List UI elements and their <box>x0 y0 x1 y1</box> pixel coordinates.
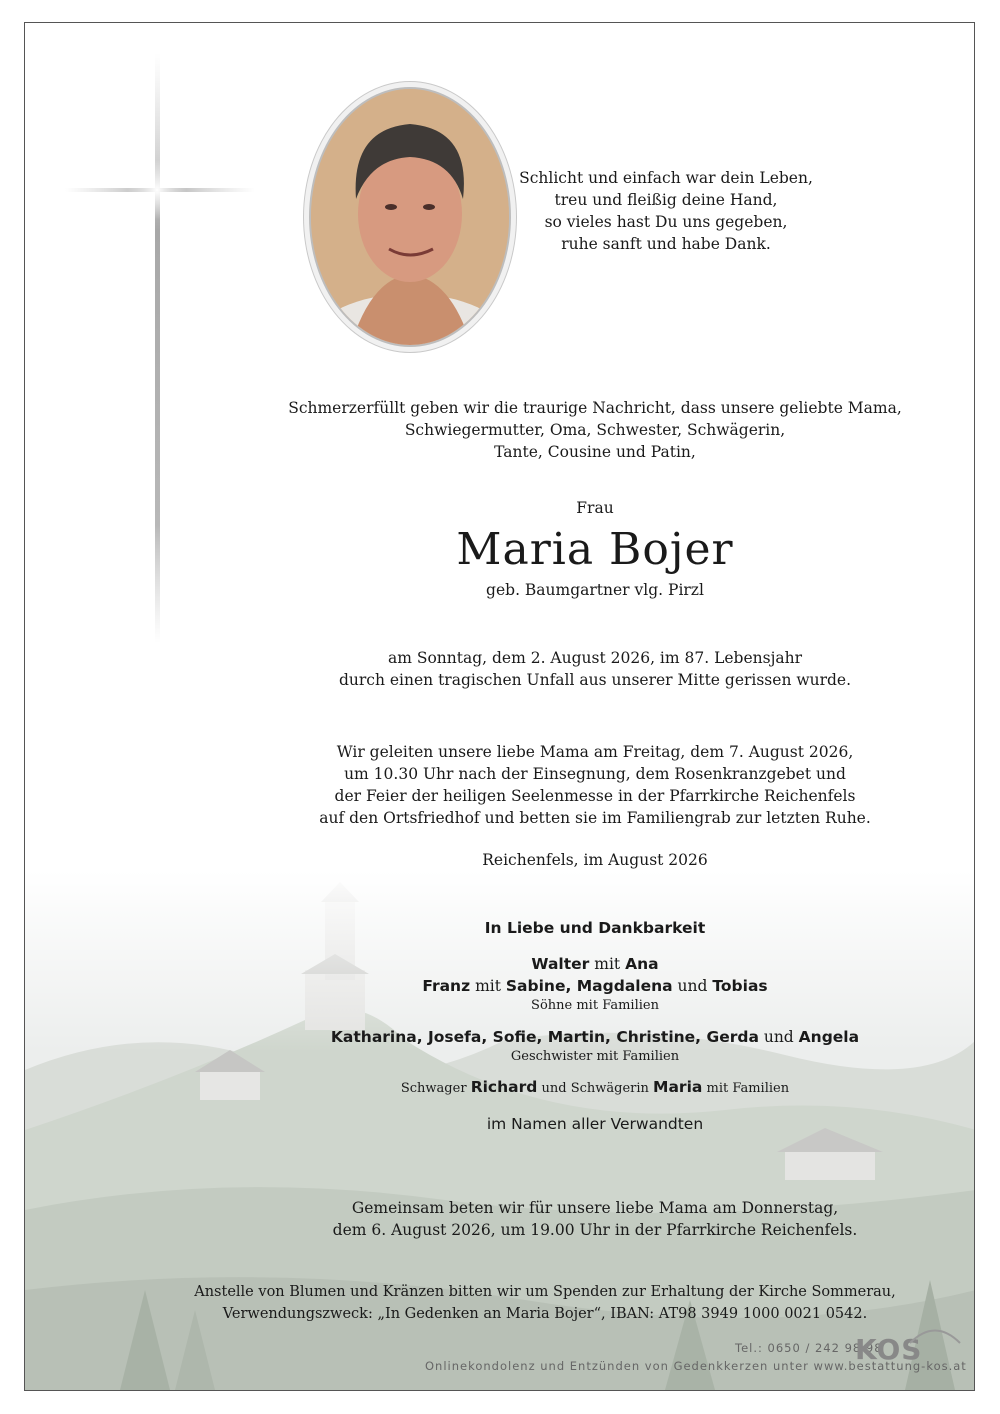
family-name-last: Tobias <box>712 977 768 995</box>
footer-phone: Tel.: 0650 / 242 98 98 <box>735 1341 883 1355</box>
funeral-line: auf den Ortsfriedhof und betten sie im Familiengrab zur letzten Ruhe. <box>319 809 871 827</box>
connector: und <box>763 1028 794 1046</box>
prayer-line: Gemeinsam beten wir für unsere liebe Mama am Donnerstag, <box>351 1199 839 1217</box>
funeral-line: der Feier der heiligen Seelenmesse in der Pfarrkirche Reichenfels <box>334 787 856 805</box>
connector: mit <box>475 977 501 995</box>
siblings-caption: Geschwister mit Familien <box>510 1049 680 1064</box>
poem-line: Schlicht und einfach war dein Leben, <box>519 169 813 187</box>
inlaw-name: Richard <box>470 1078 538 1096</box>
inlaw-suffix: mit Familien <box>706 1081 790 1096</box>
funeral-line: um 10.30 Uhr nach der Einsegnung, dem Rosenkranzgebet und <box>344 765 846 783</box>
sibling-names: Katharina, Josefa, Sofie, Martin, Christine, Gerda <box>330 1028 759 1046</box>
closing-line: im Namen aller Verwandten <box>486 1115 704 1133</box>
kos-logo-text: KOS <box>855 1333 923 1366</box>
prayer-notice <box>225 1197 965 1241</box>
inlaw-title: Schwager <box>400 1081 467 1096</box>
poem-line: so vieles hast Du uns gegeben, <box>544 213 788 231</box>
sibling-last: Angela <box>798 1028 860 1046</box>
connector: mit <box>594 955 621 973</box>
announcement-line: Schwiegermutter, Oma, Schwester, Schwägerin, <box>404 421 786 439</box>
siblings-line <box>225 1026 965 1048</box>
death-line: am Sonntag, dem 2. August 2026, im 87. Lebensjahr <box>387 649 803 667</box>
poem-line: treu und fleißig deine Hand, <box>554 191 778 209</box>
mourners-heading: In Liebe und Dankbarkeit <box>484 919 706 937</box>
announcement <box>225 397 965 463</box>
sons-line-2 <box>225 975 965 997</box>
mourners <box>225 917 965 1135</box>
funeral-notice <box>225 741 965 829</box>
inlaws-line <box>225 1079 965 1097</box>
death-line: durch einen tragischen Unfall aus unserer Mitte gerissen wurde. <box>338 671 852 689</box>
poem <box>506 167 826 255</box>
partner-name: Ana <box>625 955 659 973</box>
funeral-line: Wir geleiten unsere liebe Mama am Freitag, dem 7. August 2026, <box>336 743 854 761</box>
deceased-name: Maria Bojer <box>456 524 734 575</box>
sons-line-1 <box>225 953 965 975</box>
obituary-card <box>24 22 975 1391</box>
death-notice <box>225 647 965 691</box>
connector: und <box>677 977 708 995</box>
family-names: Sabine, Magdalena <box>505 977 673 995</box>
donation-line: Verwendungszweck: „In Gedenken an Maria Bojer“, IBAN: AT98 3949 1000 0021 0542. <box>222 1306 868 1322</box>
inlaw-name: Maria <box>653 1078 703 1096</box>
footer-online: Onlinekondolenz und Entzünden von Gedenkkerzen unter www.bestattung-kos.at <box>425 1359 967 1373</box>
kos-logo-swoosh-icon <box>905 1323 965 1363</box>
salutation: Frau <box>576 499 614 517</box>
son-name: Franz <box>422 977 471 995</box>
donation-notice <box>125 1281 965 1325</box>
inlaw-title: und Schwägerin <box>541 1081 649 1096</box>
announcement-line: Schmerzerfüllt geben wir die traurige Nachricht, dass unsere geliebte Mama, <box>288 399 902 417</box>
portrait-image <box>311 89 509 345</box>
son-name: Walter <box>531 955 590 973</box>
sons-caption: Söhne mit Familien <box>531 998 659 1013</box>
place-date: Reichenfels, im August 2026 <box>482 851 708 869</box>
announcement-line: Tante, Cousine und Patin, <box>494 443 696 461</box>
donation-line: Anstelle von Blumen und Kränzen bitten wir um Spenden zur Erhaltung der Kirche Sommerau, <box>194 1284 896 1300</box>
portrait-photo <box>309 87 511 347</box>
prayer-line: dem 6. August 2026, um 19.00 Uhr in der Pfarrkirche Reichenfels. <box>332 1221 858 1239</box>
maiden-name: geb. Baumgartner vlg. Pirzl <box>486 581 704 599</box>
poem-line: ruhe sanft und habe Dank. <box>561 235 771 253</box>
